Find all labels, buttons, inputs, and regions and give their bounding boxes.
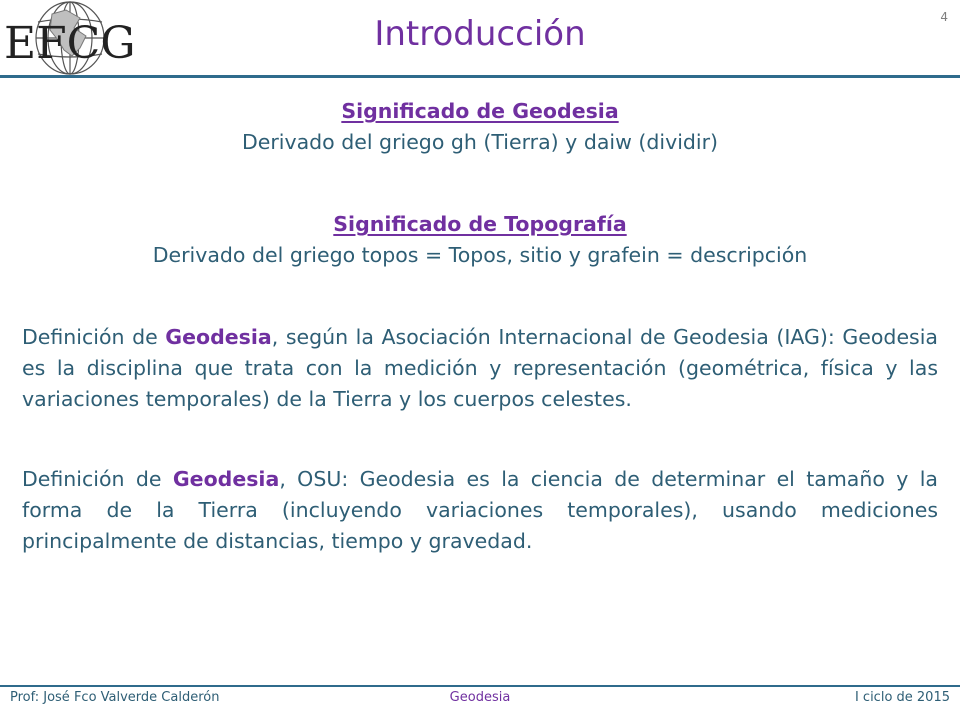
- slide-content: [22, 96, 938, 557]
- def2-keyword: Geodesia: [172, 467, 280, 491]
- slide-title: Introducción: [374, 14, 586, 54]
- text-geodesia: Derivado del griego gh (Tierra) y daiw (dividir): [241, 130, 719, 154]
- footer-divider: [0, 685, 960, 687]
- definition-iag: [22, 322, 938, 415]
- heading-geodesia: Significado de Geodesia: [341, 99, 619, 123]
- title-divider: [0, 75, 960, 78]
- def1-prefix: Definición de: [22, 325, 166, 349]
- page-number: 4: [940, 10, 948, 24]
- definition-osu: [22, 464, 938, 557]
- footer-term: I ciclo de 2015: [854, 690, 950, 705]
- def1-keyword: Geodesia: [165, 325, 272, 349]
- footer-author: Prof: José Fco Valverde Calderón: [10, 690, 220, 705]
- heading-topografia: Significado de Topografía: [333, 212, 627, 236]
- footer-course: Geodesia: [449, 690, 511, 705]
- def1-rest: , según la Asociación Internacional de Geodesia (IAG): Geodesia es la disciplina que trata con la medición y representación (geométrica, física y las variaciones temporales) de la Tierra y los cuerpos celestes.: [22, 325, 938, 411]
- text-topografia: Derivado del griego topos = Topos, sitio y grafein = descripción: [152, 243, 808, 267]
- def2-prefix: Definición de: [22, 467, 173, 491]
- logo-text: EFCG: [4, 18, 136, 69]
- def2-rest: , OSU: Geodesia es la ciencia de determinar el tamaño y la forma de la Tierra (incluyendo variaciones temporales), usando mediciones principalmente de distancias, tiempo y gravedad.: [22, 467, 938, 553]
